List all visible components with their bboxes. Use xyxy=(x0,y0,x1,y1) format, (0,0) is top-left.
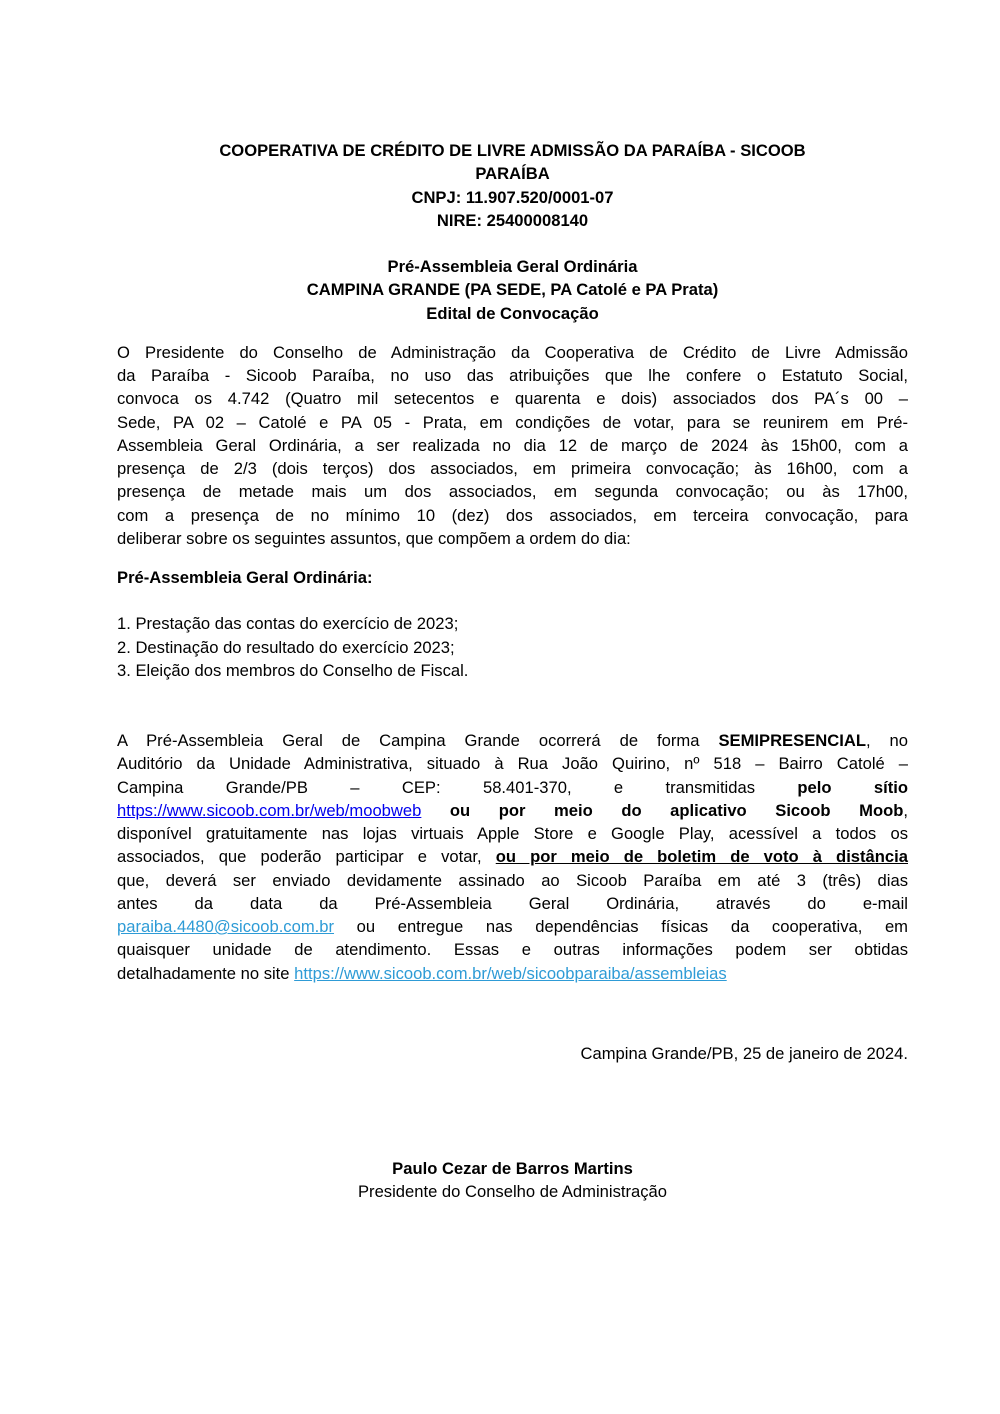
text-line: O Presidente do Conselho de Administração da Cooperativa de Crédito de Livre Admissão xyxy=(117,342,908,362)
agenda-list xyxy=(117,612,908,682)
text-segment: A Pré-Assembleia Geral de Campina Grande ocorrerá de forma xyxy=(117,731,719,750)
text-segment: SEMIPRESENCIAL xyxy=(718,731,866,750)
text-line: deliberar sobre os seguintes assuntos, que compõem a ordem do dia: xyxy=(117,528,631,548)
text-line: convoca os 4.742 (Quatro mil setecentos e quarenta e dois) associados dos PA´s 00 – xyxy=(117,389,908,409)
text-line xyxy=(117,962,908,985)
text-segment: detalhadamente no site xyxy=(117,963,295,983)
text-line xyxy=(117,729,908,752)
signature-name: Paulo Cezar de Barros Martins xyxy=(392,1159,633,1178)
text-segment: ou por meio de boletim de voto à distância xyxy=(495,847,908,867)
text-segment: ou por meio do aplicativo Sicoob Moob xyxy=(449,800,904,820)
text-line xyxy=(117,845,908,868)
text-line: com a presença de no mínimo 10 (dez) dos associados, em terceira convocação, para xyxy=(117,505,908,525)
text-line xyxy=(117,822,908,845)
text-segment: disponível gratuitamente nas lojas virtuais Apple Store e Google Play, acessível a todos os xyxy=(117,824,908,843)
text-segment: , xyxy=(903,800,908,820)
text-line: presença de metade mais um dos associados, em segunda convocação; ou às 17h00, xyxy=(117,482,908,502)
text-line: 2. Destinação do resultado do exercício 2023; xyxy=(117,637,455,657)
document-header xyxy=(117,139,908,232)
text-line xyxy=(117,892,908,915)
text-line: CAMPINA GRANDE (PA SEDE, PA Catolé e PA Prata) xyxy=(306,280,719,300)
dateline: Campina Grande/PB, 25 de janeiro de 2024. xyxy=(580,1043,908,1063)
signature-block xyxy=(117,1157,908,1204)
text-line: Edital de Convocação xyxy=(426,303,599,323)
document-content xyxy=(117,139,908,1204)
text-segment xyxy=(421,801,450,820)
text-segment: que, deverá ser enviado devidamente assinado ao Sicoob Paraíba em até 3 (três) dias xyxy=(117,870,908,890)
text-line: PARAÍBA xyxy=(475,164,550,184)
document-subheader xyxy=(117,255,908,325)
agenda-heading: Pré-Assembleia Geral Ordinária: xyxy=(117,568,373,587)
text-line: NIRE: 25400008140 xyxy=(436,210,589,230)
text-segment: associados, que poderão participar e votar, xyxy=(117,847,496,867)
text-line xyxy=(117,752,908,775)
text-segment: , no xyxy=(865,731,909,750)
text-line xyxy=(117,915,908,938)
text-line: presença de 2/3 (dois terços) dos associados, em primeira convocação; às 16h00, com a xyxy=(117,459,908,478)
assembleias-link[interactable]: https://www.sicoob.com.br/web/sicoobparaiba/assembleias xyxy=(294,963,727,983)
text-line: da Paraíba - Sicoob Paraíba, no uso das atribuições que lhe confere o Estatuto Social, xyxy=(117,366,908,385)
text-line xyxy=(117,938,908,961)
text-line: 3. Eleição dos membros do Conselho de Fiscal. xyxy=(117,660,469,680)
paragraph-convocation xyxy=(117,341,908,550)
paragraph-details xyxy=(117,729,908,985)
text-segment: ou entregue nas dependências físicas da cooperativa, em xyxy=(334,917,908,936)
email-link[interactable]: paraiba.4480@sicoob.com.br xyxy=(117,917,335,936)
text-line: Pré-Assembleia Geral Ordinária xyxy=(387,257,638,276)
text-line: COOPERATIVA DE CRÉDITO DE LIVRE ADMISSÃO DA PARAÍBA - SICOOB xyxy=(219,141,806,160)
text-segment: quaisquer unidade de atendimento. Essas e outras informações podem ser obtidas xyxy=(117,940,908,960)
text-line xyxy=(117,799,908,822)
text-line xyxy=(117,776,908,799)
text-line: CNPJ: 11.907.520/0001-07 xyxy=(411,187,614,207)
text-segment: Auditório da Unidade Administrativa, situado à Rua João Quirino, nº 518 – Bairro Catolé – xyxy=(117,754,908,774)
text-line: 1. Prestação das contas do exercício de 2023; xyxy=(117,614,459,634)
moobweb-link[interactable]: https://www.sicoob.com.br/web/moobweb xyxy=(117,800,422,820)
text-line: Assembleia Geral Ordinária, a ser realizada no dia 12 de março de 2024 às 15h00, com a xyxy=(117,435,908,455)
text-line: Sede, PA 02 – Catolé e PA 05 - Prata, em condições de votar, para se reunirem em Pré- xyxy=(117,412,908,432)
text-segment: Campina Grande/PB – CEP: 58.401-370, e transmitidas xyxy=(117,777,798,797)
text-line xyxy=(117,869,908,892)
signature-role: Presidente do Conselho de Administração xyxy=(357,1182,668,1202)
text-segment: pelo sítio xyxy=(797,777,908,797)
text-segment: antes da data da Pré-Assembleia Geral Ordinária, através do e-mail xyxy=(117,893,908,913)
